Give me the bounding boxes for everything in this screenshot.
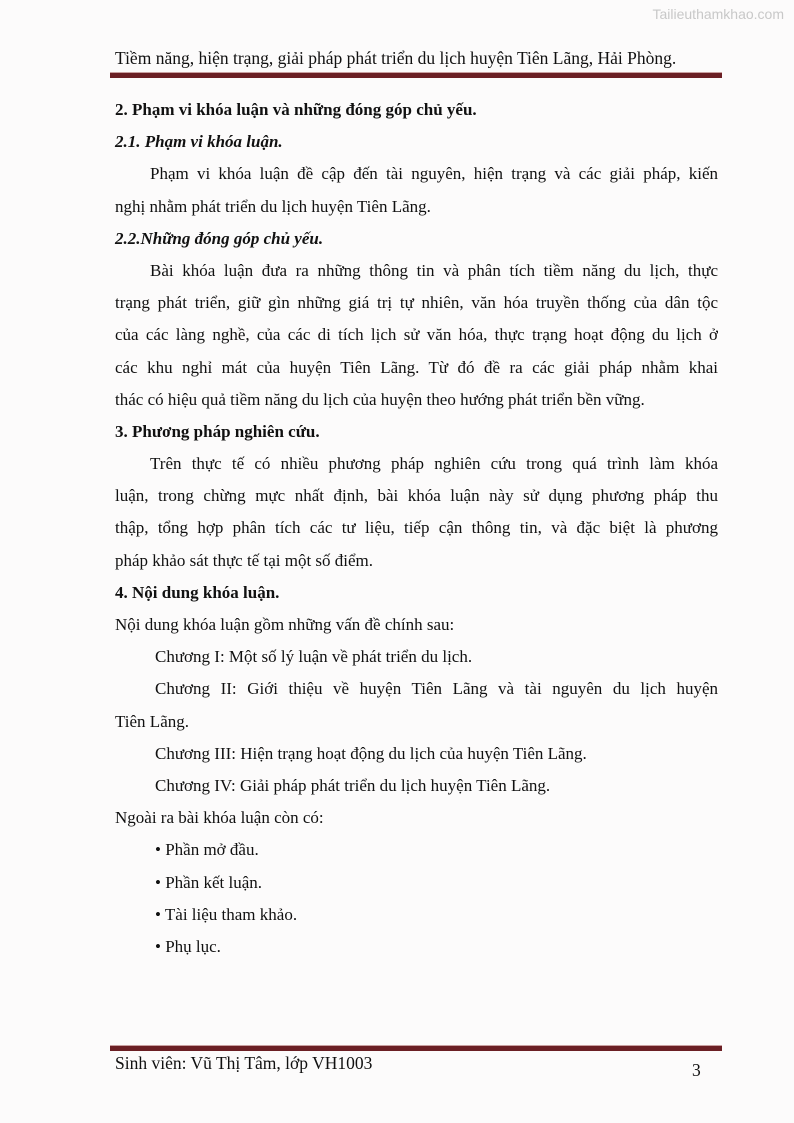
heading-2-1: 2.1. Phạm vi khóa luận. [115,132,283,152]
paragraph-line: pháp khảo sát thực tế tại một số điểm. [115,550,374,570]
footer-rule [110,1045,722,1051]
chapter-item: Chương II: Giới thiệu về huyện Tiên Lãng và tài nguyên du lịch huyện [155,679,718,699]
heading-2: 2. Phạm vi khóa luận và những đóng góp chủ yếu. [115,100,477,119]
paragraph-line: thập, tổng hợp phân tích các tư liệu, tiếp cận thông tin, và đặc biệt là phương [115,518,718,538]
paragraph-line: nghị nhằm phát triển du lịch huyện Tiên Lãng. [115,196,431,216]
watermark: Tailieuthamkhao.com [652,6,784,22]
chapter-item: Chương IV: Giải pháp phát triển du lịch huyện Tiên Lãng. [155,775,551,795]
bullet-item: • Phụ lục. [155,936,221,956]
paragraph-line: của các làng nghề, của các di tích lịch sử văn hóa, thực trạng hoạt động du lịch ở [115,325,718,345]
paragraph-line: các khu nghỉ mát của huyện Tiên Lãng. Từ đó đề ra các giải pháp nhằm khai [115,357,718,377]
paragraph-line: luận, trong chừng mực nhất định, bài khóa luận này sử dụng phương pháp thu [115,486,718,506]
document-body [115,94,718,963]
running-header: Tiềm năng, hiện trạng, giải pháp phát triển du lịch huyện Tiên Lãng, Hải Phòng. [115,48,677,68]
header-rule [110,72,722,78]
paragraph-line: Nội dung khóa luận gồm những vấn đề chính sau: [115,615,455,634]
paragraph-line: Ngoài ra bài khóa luận còn có: [115,808,324,828]
heading-2-2: 2.2.Những đóng góp chủ yếu. [115,228,324,248]
footer-student: Sinh viên: Vũ Thị Tâm, lớp VH1003 [115,1053,373,1073]
paragraph-line: thác có hiệu quả tiềm năng du lịch của huyện theo hướng phát triển bền vững. [115,389,645,409]
chapter-item: Chương III: Hiện trạng hoạt động du lịch của huyện Tiên Lãng. [155,743,587,763]
paragraph-line: Trên thực tế có nhiều phương pháp nghiên cứu trong quá trình làm khóa [150,454,718,474]
paragraph-line: trạng phát triển, giữ gìn những giá trị tự nhiên, văn hóa truyền thống của dân tộc [115,293,718,313]
bullet-item: • Phần kết luận. [155,872,262,892]
paragraph-line: Phạm vi khóa luận đề cập đến tài nguyên, hiện trạng và các giải pháp, kiến [150,164,718,184]
chapter-item: Chương I: Một số lý luận về phát triển du lịch. [155,647,473,667]
chapter-item-cont: Tiên Lãng. [115,711,189,731]
bullet-item: • Phần mở đầu. [155,840,259,860]
heading-3: 3. Phương pháp nghiên cứu. [115,421,320,441]
heading-4: 4. Nội dung khóa luận. [115,582,280,602]
bullet-item: • Tài liệu tham khảo. [155,904,298,924]
paragraph-line: Bài khóa luận đưa ra những thông tin và phân tích tiềm năng du lịch, thực [150,260,718,280]
page-number: 3 [692,1060,701,1080]
